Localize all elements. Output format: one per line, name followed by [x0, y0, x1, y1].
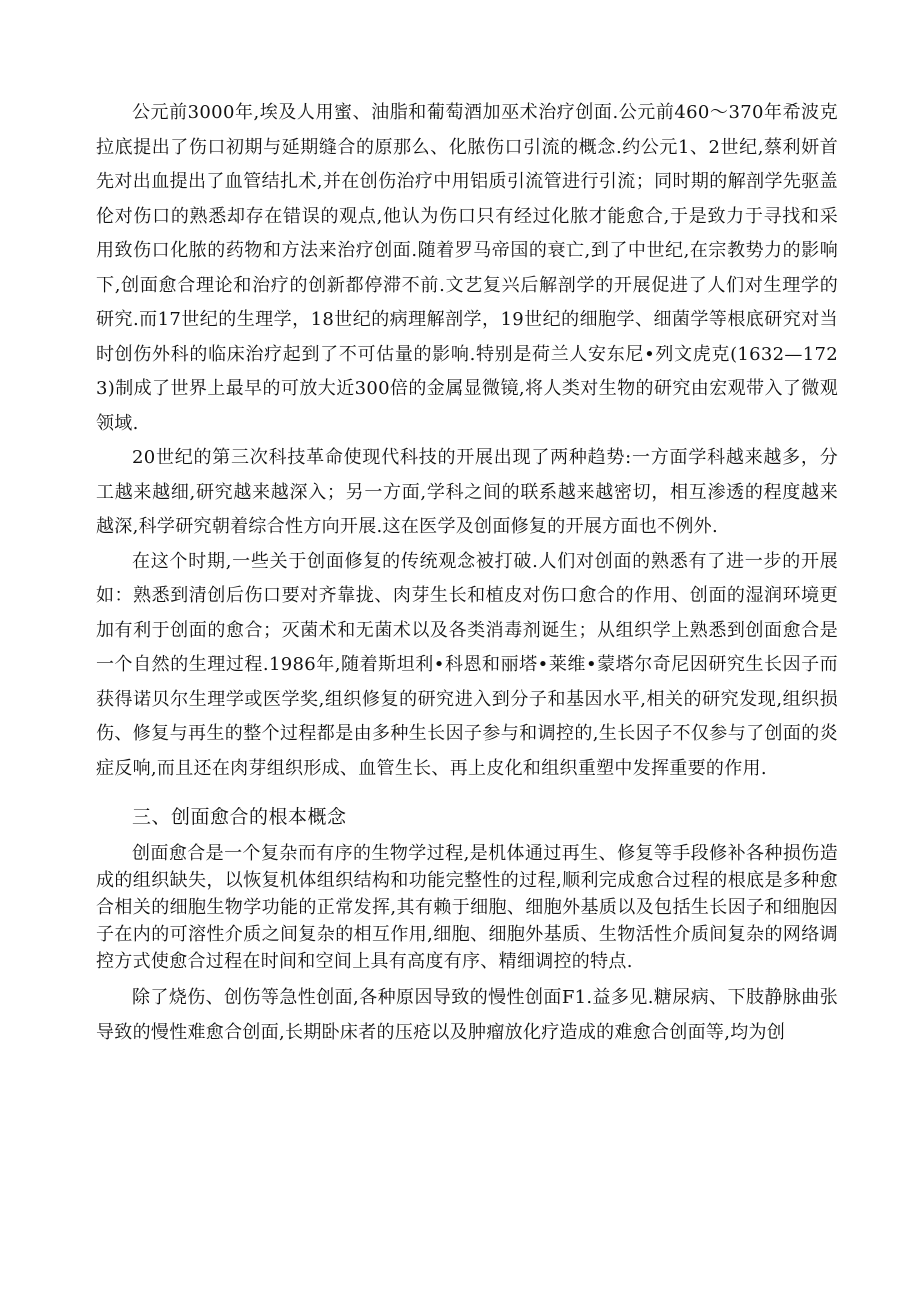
paragraph-history-ancient: 公元前3000年,埃及人用蜜、油脂和葡萄酒加巫术治疗创面.公元前460～370年希波克拉底提出了伤口初期与延期缝合的原那么、化脓伤口引流的概念.约公元1、2世纪,蔡利妍首先对出血提出了血管结扎术,并在创伤治疗中用铝质引流管进行引流；同时期的解剖学先驱盖伦对伤口的熟悉却存在错误的观点,他认为伤口只有经过化脓才能愈合,于是致力于寻找和采用致伤口化脓的药物和方法来治疗创面.随着罗马帝国的衰亡,到了中世纪,在宗教势力的影响下,创面愈合理论和治疗的创新都停滞不前.文艺复兴后解剖学的开展促进了人们对生理学的研究.而17世纪的生理学，18世纪的病理解剖学，19世纪的细胞学、细菌学等根底研究对当时创伤外科的临床治疗起到了不可估量的影响.特别是荷兰人安东尼•列文虎克(1632—1723)制成了世界上最早的可放大近300倍的金属显微镜,将人类对生物的研究由宏观带入了微观领域. — [96, 102, 838, 434]
document-page — [96, 96, 838, 1050]
paragraph-chronic-wounds: 除了烧伤、创伤等急性创面,各种原因导致的慢性创面F1.益多见.糖尿病、下肢静脉曲张导致的慢性难愈合创面,长期卧床者的压疮以及肿瘤放化疗造成的难愈合创面等,均为创 — [96, 987, 838, 1043]
paragraph-20th-century: 20世纪的第三次科技革命使现代科技的开展出现了两种趋势:一方面学科越来越多，分工越来越细,研究越来越深入；另一方面,学科之间的联系越来越密切，相互渗透的程度越来越深,科学研究朝着综合性方向开展.这在医学及创面修复的开展方面也不例外. — [96, 447, 838, 537]
paragraph-modern-period: 在这个时期,一些关于创面修复的传统观念被打破.人们对创面的熟悉有了进一步的开展如：熟悉到清创后伤口要对齐靠拢、肉芽生长和植皮对伤口愈合的作用、创面的湿润环境更加有利于创面的愈合；灭菌术和无菌术以及各类消毒剂诞生；从组织学上熟悉到创面愈合是一个自然的生理过程.1986年,随着斯坦利•科恩和丽塔•莱维•蒙塔尔奇尼因研究生长因子而获得诺贝尔生理学或医学奖,组织修复的研究进入到分子和基因水平,相关的研究发现,组织损伤、修复与再生的整个过程都是由多种生长因子参与和调控的,生长因子不仅参与了创面的炎症反响,而且还在肉芽组织形成、血管生长、再上皮化和组织重塑中发挥重要的作用. — [96, 550, 838, 779]
paragraph-wound-healing-definition: 创面愈合是一个复杂而有序的生物学过程,是机体通过再生、修复等手段修补各种损伤造成的组织缺失，以恢复机体组织结构和功能完整性的过程,顺利完成愈合过程的根底是多种愈合相关的细胞生物学功能的正常发挥,其有赖于细胞、细胞外基质以及包括生长因子和细胞因子在内的可溶性介质之间复杂的相互作用,细胞、细胞外基质、生物活性介质间复杂的网络调控方式使愈合过程在时间和空间上具有高度有序、精细调控的特点. — [96, 843, 838, 972]
section-heading: 三、创面愈合的根本概念 — [132, 806, 347, 828]
